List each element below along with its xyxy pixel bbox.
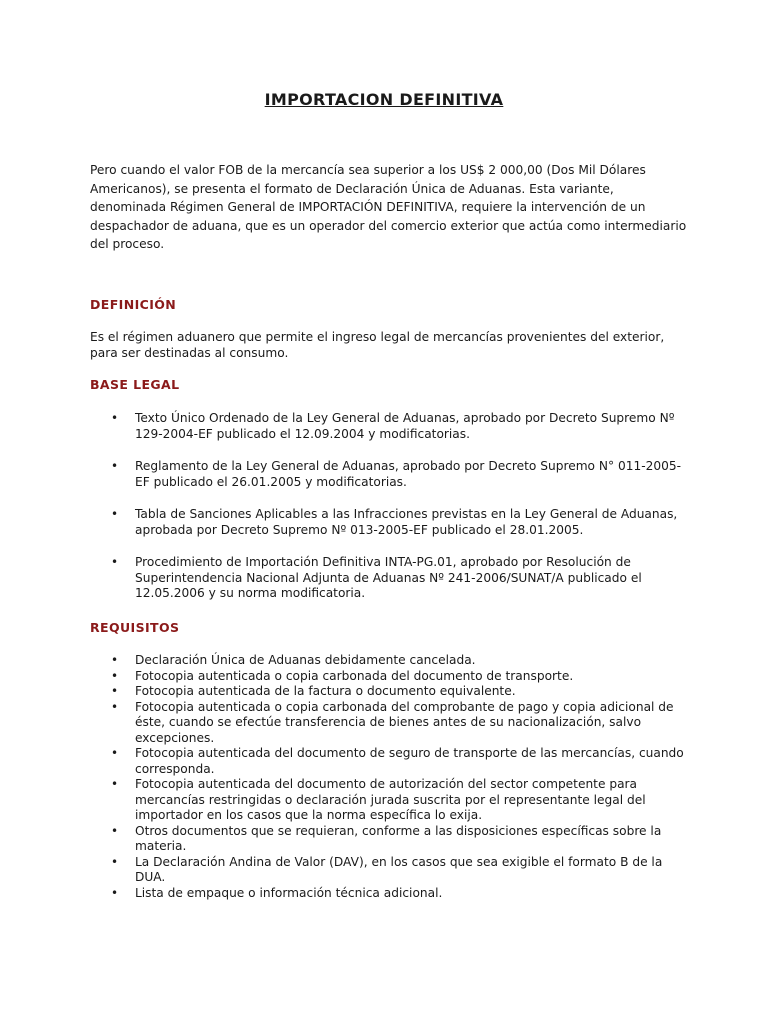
list-item: • Fotocopia autenticada o copia carbonada del documento de transporte. <box>90 669 690 685</box>
list-item: • Reglamento de la Ley General de Aduanas, aprobado por Decreto Supremo N° 011-2005-EF publicado el 26.01.2005 y modificatorias. <box>90 459 690 490</box>
list-item: • Otros documentos que se requieran, conforme a las disposiciones específicas sobre la materia. <box>90 824 690 855</box>
intro-paragraph: Pero cuando el valor FOB de la mercancía sea superior a los US$ 2 000,00 (Dos Mil Dólares Americanos), se presenta el formato de Declaración Única de Aduanas. Esta variante, denominada Régimen General de IMPORTACIÓN DEFINITIVA, requiere la intervención de un despachador de aduana, que es un operador del comercio exterior que actúa como intermediario del proceso. <box>90 163 687 251</box>
list-item: • Fotocopia autenticada de la factura o documento equivalente. <box>90 684 690 700</box>
section-heading-definicion: DEFINICIÓN <box>90 297 177 312</box>
list-item: • Fotocopia autenticada del documento de autorización del sector competente para mercancías restringidas o declaración jurada suscrita por el representante legal del importador en los casos que la norma específica lo exija. <box>90 777 690 824</box>
section-heading-requisitos: REQUISITOS <box>90 620 180 635</box>
list-item: • Fotocopia autenticada o copia carbonada del comprobante de pago y copia adicional de éste, cuando se efectúe transferencia de bienes antes de su nacionalización, salvo excepciones. <box>90 700 690 747</box>
list-item: • Procedimiento de Importación Definitiva INTA-PG.01, aprobado por Resolución de Superintendencia Nacional Adjunta de Aduanas Nº 241-2006/SUNAT/A publicado el 12.05.2006 y su norma modificatoria. <box>90 555 690 602</box>
base-legal-list <box>90 411 690 619</box>
list-item: • La Declaración Andina de Valor (DAV), en los casos que sea exigible el formato B de la DUA. <box>90 855 690 886</box>
list-item: • Fotocopia autenticada del documento de seguro de transporte de las mercancías, cuando corresponda. <box>90 746 690 777</box>
requisitos-list <box>90 653 690 901</box>
list-item: • Declaración Única de Aduanas debidamente cancelada. <box>90 653 690 669</box>
document-title: IMPORTACION DEFINITIVA <box>264 90 504 109</box>
definicion-paragraph: Es el régimen aduanero que permite el ingreso legal de mercancías provenientes del exterior, para ser destinadas al consumo. <box>90 330 665 360</box>
list-item: • Texto Único Ordenado de la Ley General de Aduanas, aprobado por Decreto Supremo Nº 129-2004-EF publicado el 12.09.2004 y modificatorias. <box>90 411 690 442</box>
list-item: • Lista de empaque o información técnica adicional. <box>90 886 690 902</box>
list-item: • Tabla de Sanciones Aplicables a las Infracciones previstas en la Ley General de Aduanas, aprobada por Decreto Supremo Nº 013-2005-EF publicado el 28.01.2005. <box>90 507 690 538</box>
section-heading-base-legal: BASE LEGAL <box>90 377 180 392</box>
